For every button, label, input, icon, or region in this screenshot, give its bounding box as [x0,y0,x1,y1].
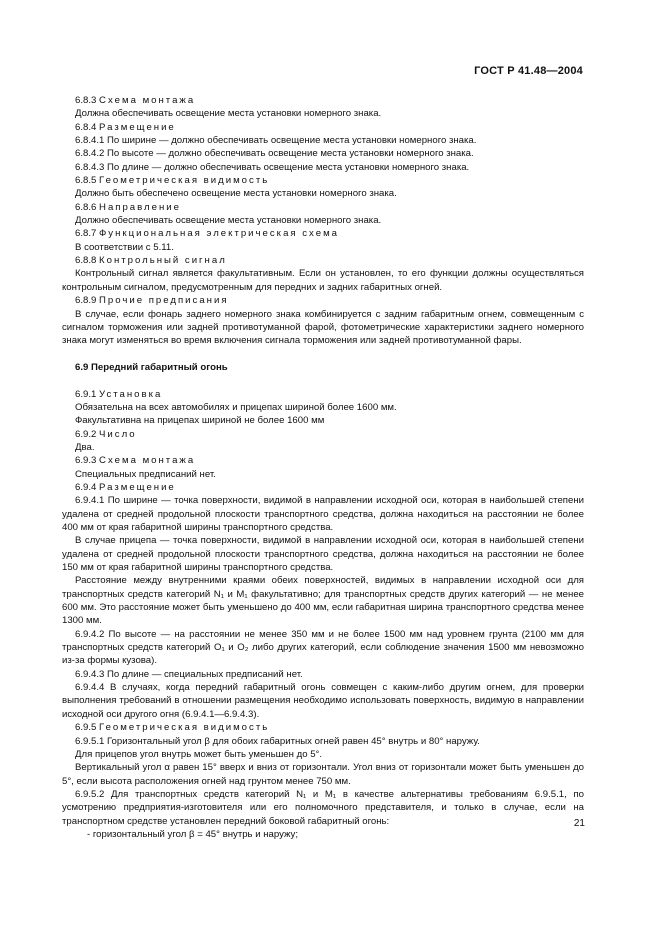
clause-heading: 6.8.7 Функциональная электрическая схема [75,228,340,240]
paragraph: Обязательна на всех автомобилях и прицепах шириной более 1600 мм. [75,401,397,413]
paragraph: 6.9.4.4 В случаях, когда передний габаритный огонь совмещен с каким-либо другим огнем, для проверки выполнения требований в отношении размещения необходимо использовать поверхность, видимую в направлении исходной оси другого огня (6.9.4.1—6.9.4.3). [62,682,584,720]
document-body [62,94,584,841]
paragraph: 6.9.4.3 По длине — специальных предписаний нет. [75,668,303,680]
paragraph: 6.8.4.2 По высоте — должно обеспечивать освещение места установки номерного знака. [75,148,474,160]
page-number: 21 [573,818,585,829]
clause-heading: 6.8.3 Схема монтажа [75,95,196,106]
paragraph: 6.9.4.2 По высоте — на расстоянии не менее 350 мм и не более 1500 мм над уровнем грунта (2100 мм для транспортных средств категорий O₁ и O₂ либо других категорий, если соблюдение значения 1500 мм невозможно из-за формы кузова). [62,628,584,667]
paragraph: Два. [75,441,95,453]
paragraph: В случае, если фонарь заднего номерного знака комбинируется с задним габаритным огнем, совмещенным с сигналом торможения или задней противотуманной фарой, фотометрические характеристики заднего номерного знака могут изменяться во время включения сигнала торможения или задней противотуманной фары. [62,308,584,347]
section-heading: 6.9 Передний габаритный огонь [75,361,228,373]
clause-heading: 6.8.8 Контрольный сигнал [75,255,227,267]
paragraph: Расстояние между внутренними краями обеих поверхностей, видимых в направлении исходной оси для транспортных средств категорий N₁ и M₁ факультативно; для транспортных средств других категорий — не менее 600 мм. Это расстояние может быть уменьшено до 400 мм, если габаритная ширина транспортного средства менее 1300 мм. [62,575,584,627]
clause-heading: 6.9.3 Схема монтажа [75,455,196,467]
clause-heading: 6.8.4 Размещение [75,121,176,133]
paragraph: Должна обеспечивать освещение места установки номерного знака. [75,108,382,120]
document-header: ГОСТ Р 41.48—2004 [474,65,583,77]
clause-heading: 6.9.4 Размещение [75,481,176,493]
clause-heading: 6.9.1 Установка [75,388,163,400]
paragraph: В случае прицепа — точка поверхности, видимой в направлении исходной оси, которая в наибольшей степени удалена от средней продольной плоскости транспортного средства, должна находиться на расстоянии не более 150 мм от края габаритной ширины транспортного средства. [62,535,584,574]
paragraph: Факультативна на прицепах шириной не более 1600 мм [75,415,325,427]
paragraph: 6.9.4.1 По ширине — точка поверхности, видимой в направлении исходной оси, которая в наибольшей степени удалена от средней продольной плоскости транспортного средства, должна находиться на расстоянии не более 400 мм от края габаритной ширины транспортного средства. [62,495,584,533]
clause-heading: 6.8.5 Геометрическая видимость [75,175,270,187]
paragraph: Вертикальный угол α равен 15° вверх и вниз от горизонтали. Угол вниз от горизонтали может быть уменьшен до 5°, если высота расположения огней над грунтом менее 750 мм. [62,762,584,787]
paragraph: 6.8.4.3 По длине — должно обеспечивать освещение места установки номерного знака. [75,161,470,173]
clause-heading: 6.8.9 Прочие предписания [75,295,229,307]
list-item: - горизонтальный угол β = 45° внутрь и наружу; [87,828,299,840]
clause-heading: 6.9.2 Число [75,428,137,440]
paragraph: 6.9.5.1 Горизонтальный угол β для обоих габаритных огней равен 45° внутрь и 80° наружу. [75,735,480,747]
clause-heading: 6.8.6 Направление [75,201,181,213]
paragraph: Специальных предписаний нет. [75,468,216,480]
paragraph: Должно быть обеспечено освещение места установки номерного знака. [75,188,397,200]
paragraph: 6.8.4.1 По ширине — должно обеспечивать освещение места установки номерного знака. [75,135,477,147]
paragraph: 6.9.5.2 Для транспортных средств категорий N₁ и M₁ в качестве альтернативы требованиям 6.9.5.1, по усмотрению предприятия-изготовителя или его полномочного представителя, и только в случае, если на транспортном средстве установлен передний боковой габаритный огонь: [62,788,584,827]
paragraph: В соответствии с 5.11. [75,241,174,253]
clause-heading: 6.9.5 Геометрическая видимость [75,722,270,734]
paragraph: Контрольный сигнал является факультативным. Если он установлен, то его функции должны осуществляться контрольным сигналом, предусмотренным для передних и задних габаритных огней. [62,268,584,293]
paragraph: Должно обеспечивать освещение места установки номерного знака. [75,215,382,227]
paragraph: Для прицепов угол внутрь может быть уменьшен до 5°. [75,748,323,760]
